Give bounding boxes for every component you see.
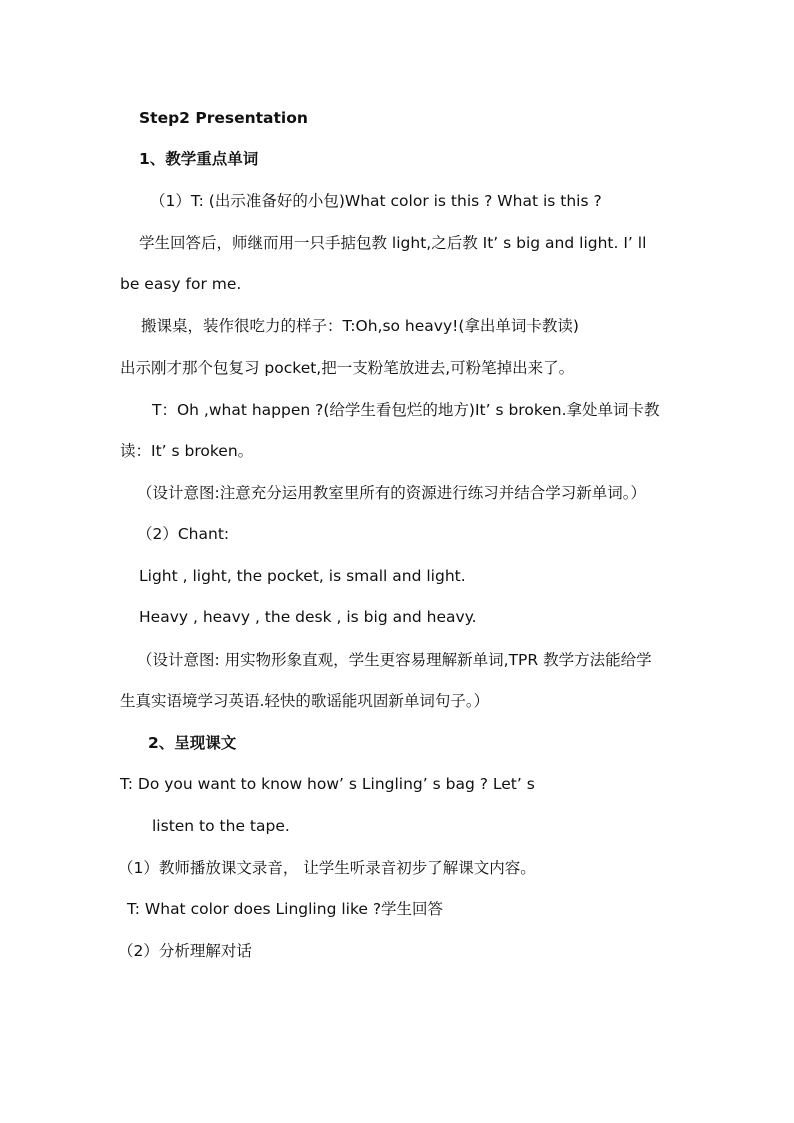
paragraph-9-line-2: listen to the tape. [152, 817, 290, 835]
paragraph-5-line-1: T：Oh ,what happen ?(给学生看包烂的地方)It’ s broken.拿处单词卡教 [152, 401, 660, 419]
paragraph-3: 搬课桌，装作很吃力的样子：T:Oh,so heavy!(拿出单词卡教读) [141, 317, 579, 335]
design-note-1: （设计意图:注意充分运用教室里所有的资源进行练习并结合学习新单词。） [137, 484, 646, 502]
paragraph-10: （1）教师播放课文录音， 让学生听录音初步了解课文内容。 [118, 859, 536, 877]
paragraph-4: 出示刚才那个包复习 pocket,把一支粉笔放进去,可粉笔掉出来了。 [120, 359, 575, 377]
paragraph-2-line-1: 学生回答后，师继而用一只手掂包教 light,之后教 It’ s big and light. I’ ll [139, 234, 647, 252]
section-1-title: 1、教学重点单词 [139, 150, 259, 168]
paragraph-9-line-1: T: Do you want to know how’ s Lingling’ s bag ? Let’ s [120, 775, 535, 793]
paragraph-5-line-2: 读：It’ s broken。 [120, 442, 254, 460]
step-heading: Step2 Presentation [139, 109, 308, 127]
chant-line-2: Heavy , heavy , the desk , is big and heavy. [139, 608, 477, 626]
chant-line-1: Light , light, the pocket, is small and light. [139, 567, 466, 585]
section-2-title: 2、呈现课文 [148, 734, 237, 752]
paragraph-1: （1）T: (出示准备好的小包)What color is this ? What is this ? [150, 192, 602, 210]
design-note-2-line-1: （设计意图: 用实物形象直观，学生更容易理解新单词,TPR 教学方法能给学 [137, 651, 652, 669]
paragraph-7: （2）Chant: [137, 525, 230, 543]
paragraph-2-line-2: be easy for me. [120, 275, 242, 293]
paragraph-12: （2）分析理解对话 [118, 942, 252, 960]
design-note-2-line-2: 生真实语境学习英语.轻快的歌谣能巩固新单词句子。） [120, 692, 490, 710]
paragraph-11: T: What color does Lingling like ?学生回答 [127, 900, 444, 918]
